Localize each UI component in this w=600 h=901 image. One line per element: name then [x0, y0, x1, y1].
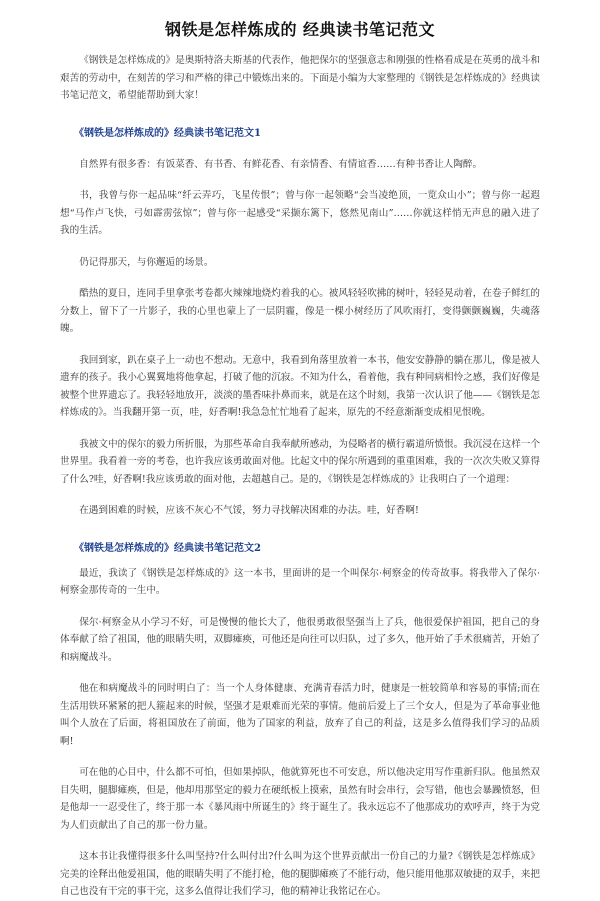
section-2-paragraph: 他在和病魔战斗的同时明白了：当一个人身体健康、充满青春活力时，健康是一桩较简单和容易的事情;而在生活用铁环紧紧的把人箍起来的时候，坚强才是艰难而光荣的事情。他前后爱上了三个女人，但是为了革命事业他叫个人放在了后面，将祖国放在了前面，他为了国家的利益，放弃了自己的利益，这是多么值得我们学习的品质啊! [60, 683, 540, 747]
section-1-paragraph: 酷热的夏日，连同手里拿张考卷都火辣辣地烧灼着我的心。被风轻轻吹拂的树叶，轻轻晃动着，在卷子鲜红的分数上，留下了一片影子，我的心里也蒙上了一层阴霾，像是一棵小树经历了风吹雨打，变得颤颤巍巍，失魂落魄。 [60, 288, 540, 334]
intro-paragraph: 《钢铁是怎样炼成的》是奥斯特洛夫斯基的代表作，他把保尔的坚强意志和刚强的性格看成是在英勇的战斗和艰苦的劳动中，在刻苦的学习和严格的律己中锻炼出来的。下面是小编为大家整理的《钢铁是怎样炼成的》经典读书笔记范文，希望能帮助到大家！ [60, 55, 540, 101]
document-title: 钢铁是怎样炼成的 经典读书笔记范文 [164, 20, 436, 39]
section-2-paragraph: 最近，我读了《钢铁是怎样炼成的》这一本书，里面讲的是一个叫保尔·柯察金的传奇故事。将我带入了保尔·柯察金那传奇的一生中。 [60, 567, 540, 596]
section-2-paragraph: 这本书让我懂得很多什么叫坚持?什么叫付出?什么叫为这个世界贡献出一份自己的力量?《钢铁是怎样炼成》完美的诠释出他爱祖国，他的眼睛失明了不能打枪，他的腿脚瘫痪了不能行动，他只能用他那双敏捷的双手，来把自己也没有干完的事干完，这多么值得让我们学习，他的精神让我铭记在心。 [60, 851, 540, 897]
section-1-paragraph: 仍记得那天，与你邂逅的场景。 [79, 256, 214, 268]
section-2-paragraph: 可在他的心目中，什么都不可怕，但如果掉队，他就算死也不可安息，所以他决定用写作重新归队。他虽然双目失明，腿脚瘫痪，但是，他却用那坚定的毅力在硬纸板上摸索，虽然有时会串行，会写错，他也会暴躁愤怒，但是他却一一忍受住了，终于那一本《暴风雨中所诞生的》终于诞生了。我永远忘不了他那成功的欢呼声，终于为党为人们贡献出了自己的那一份力量。 [60, 767, 540, 831]
section-2-paragraph: 保尔·柯察金从小学习不好，可是慢慢的他长大了，他很勇敢很坚强当上了兵，他很爱保护祖国，把自己的身体奉献了给了祖国，他的眼睛失明，双脚瘫痪，可他还是向往可以归队，过了多久，他开始了手术很痛苦，开始了和病魔战斗。 [60, 616, 540, 663]
section-1-paragraph: 我回到家，趴在桌子上一动也不想动。无意中，我看到角落里放着一本书，他安安静静的躺在那儿，像是被人遗弃的孩子。我小心翼翼地将他拿起，打破了他的沉寂。不知为什么，看着他，我有种同病相怜之感，我们好像是被整个世界遗忘了。我轻轻地放开，淡淡的墨香味扑鼻而来，就是在这个时刻，我第一次认识了他——《钢铁是怎样炼成的》。当我翻开第一页，哇，好香啊!我急急忙忙地看了起来，原先的不经意渐渐变成相见恨晚。 [60, 354, 540, 418]
section-1-heading: 《钢铁是怎样炼成的》经典读书笔记范文1 [74, 127, 261, 139]
section-2-heading: 《钢铁是怎样炼成的》经典读书笔记范文2 [74, 542, 261, 554]
section-1-paragraph: 我被文中的保尔的毅力所折服，为那些革命自我奉献所感动，为侵略者的横行霸道所愤恨。我沉浸在这样一个世界里。我看着一旁的考卷，也许我应该勇敢面对他。比起文中的保尔所遇到的重重困难，我的一次次失败又算得了什么?哇，好香啊!我应该勇敢的面对他，去超越自己。是的，《钢铁是怎样炼成的》让我明白了一个道理： [60, 438, 540, 485]
section-1-paragraph: 在遇到困难的时候，应该不灰心不气馁，努力寻找解决困难的办法。哇，好香啊! [79, 505, 419, 516]
section-1-paragraph: 自然界有很多香：有饭菜香、有书香、有鲜花香、有亲情香、有情谊香……有种书香让人陶醉。 [79, 158, 483, 170]
section-1-paragraph: 书，我曾与你一起品味“纤云弄巧，飞星传恨”；曾与你一起领略“会当凌绝顶，一览众山小”；曾与你一起遐想“马作卢飞快，弓如霹雳弦惊”；曾与你一起感受“采撷东篱下，悠然见南山”……你就这样悄无声息的融入进了我的生活。 [60, 190, 540, 236]
